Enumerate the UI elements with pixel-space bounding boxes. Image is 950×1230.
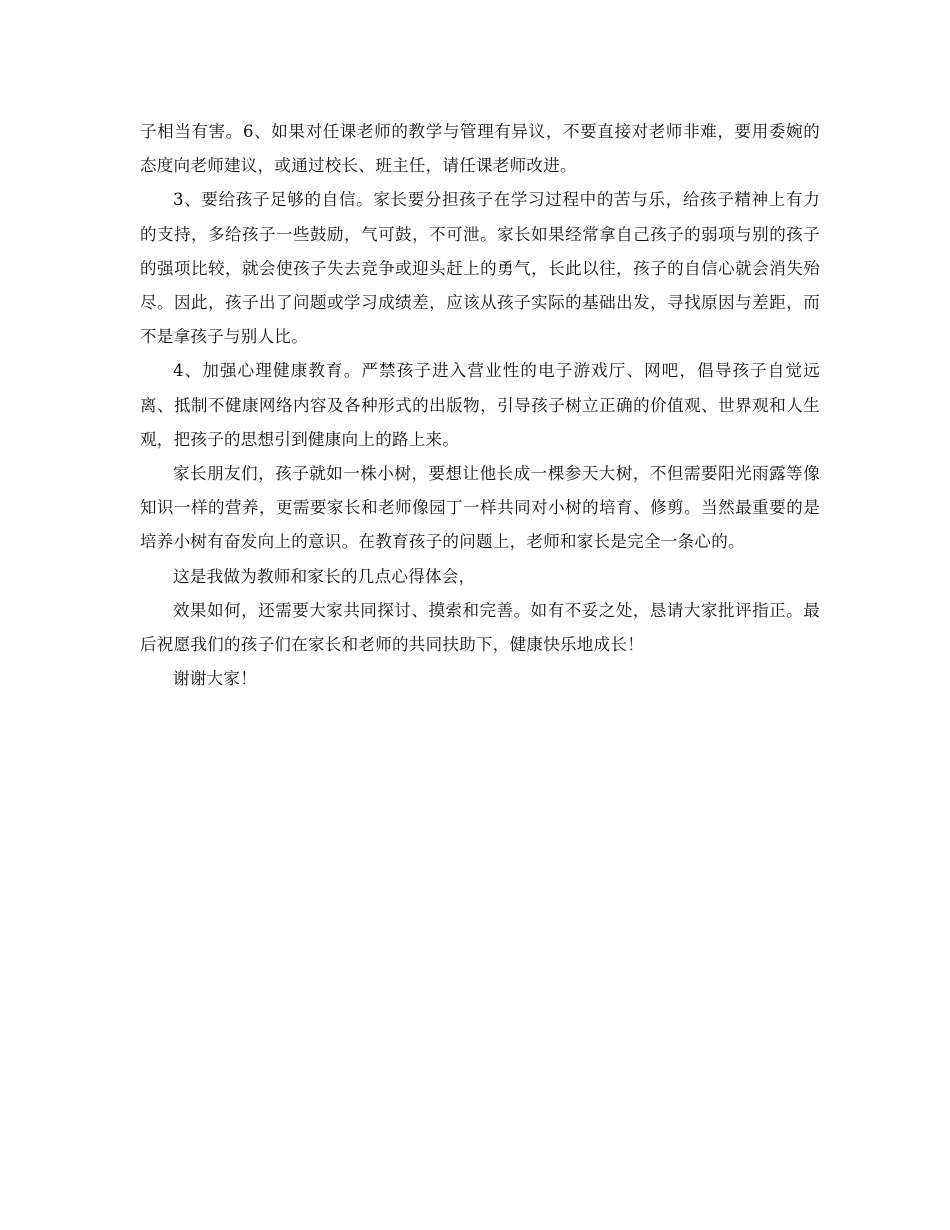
paragraph-thanks: 谢谢大家！	[173, 669, 257, 689]
paragraph-closing-wish: 效果如何，还需要大家共同探讨、摸索和完善。如有不妥之处，恳请大家批评指正。最后祝愿我们的孩子们在家长和老师的共同扶助下，健康快乐地成长！	[140, 600, 820, 655]
paragraph-experience: 这是我做为教师和家长的几点心得体会，	[173, 566, 476, 586]
paragraph-parents-address: 家长朋友们，孩子就如一株小树，要想让他长成一棵参天大树，不但需要阳光雨露等像知识一样的营养，更需要家长和老师像园丁一样共同对小树的培育、修剪。当然最重要的是培养小树有奋发向上的意识。在教育孩子的问题上，老师和家长是完全一条心的。	[140, 464, 820, 552]
paragraph-confidence: 3、要给孩子足够的自信。家长要分担孩子在学习过程中的苦与乐，给孩子精神上有力的支持，多给孩子一些鼓励，气可鼓，不可泄。家长如果经常拿自己孩子的弱项与别的孩子的强项比较，就会使孩子失去竞争或迎头赶上的勇气，长此以往，孩子的自信心就会消失殆尽。因此，孩子出了问题或学习成绩差，应该从孩子实际的基础出发，寻找原因与差距，而不是拿孩子与别人比。	[140, 190, 820, 347]
paragraph-continuation: 子相当有害。6、如果对任课老师的教学与管理有异议，不要直接对老师非难，要用委婉的态度向老师建议，或通过校长、班主任，请任课老师改进。	[140, 122, 820, 176]
document-body	[140, 115, 820, 696]
paragraph-mental-health: 4、加强心理健康教育。严禁孩子进入营业性的电子游戏厅、网吧，倡导孩子自觉远离、抵制不健康网络内容及各种形式的出版物，引导孩子树立正确的价值观、世界观和人生观，把孩子的思想引到健康向上的路上来。	[140, 361, 820, 449]
